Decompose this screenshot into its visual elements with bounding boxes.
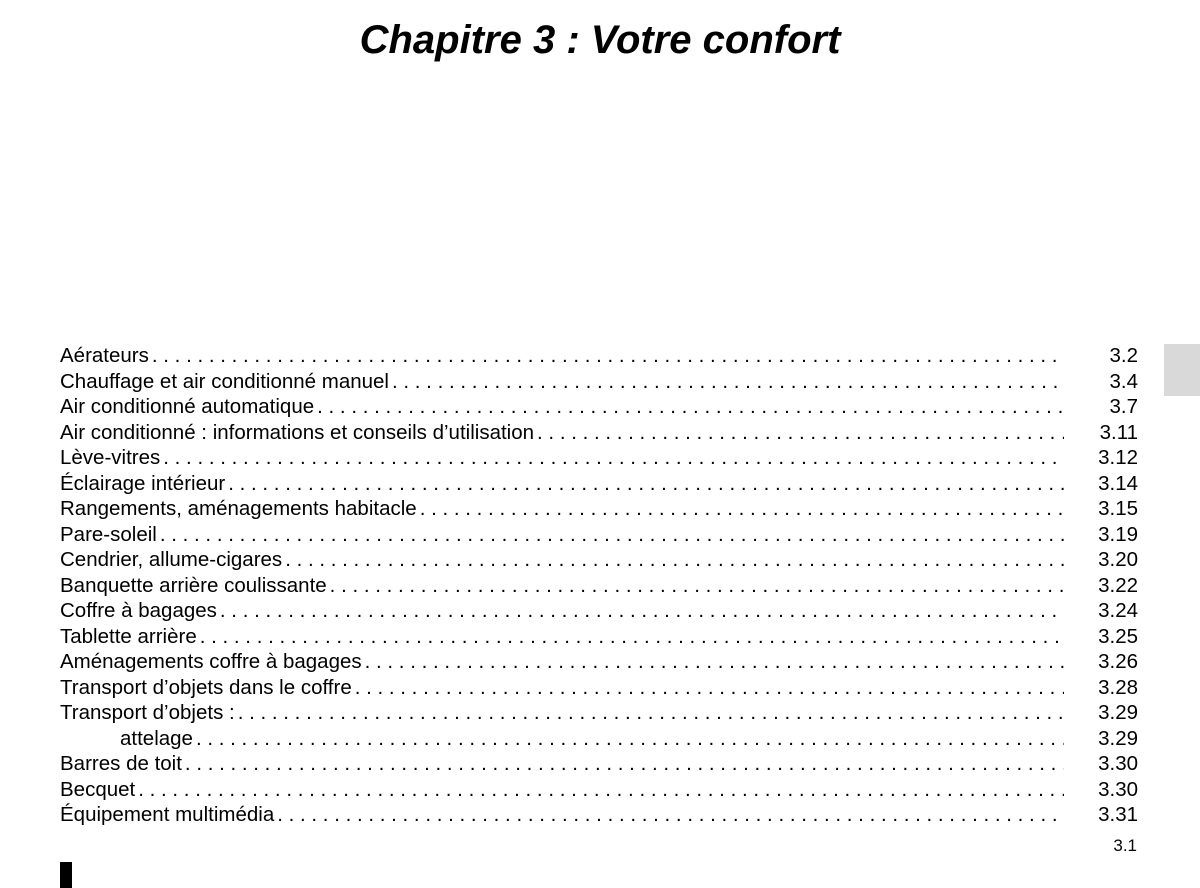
toc-entry-page: 3.30 xyxy=(1098,752,1138,775)
toc-dot-leader xyxy=(149,343,1064,369)
toc-entry-label: Transport d’objets : xyxy=(60,701,235,724)
toc-dot-leader xyxy=(534,420,1064,446)
toc-dot-leader xyxy=(135,777,1064,803)
chapter-title: Chapitre 3 : Votre confort xyxy=(359,18,841,62)
toc-entry-page: 3.30 xyxy=(1098,777,1138,801)
toc-entry-label: Rangements, aménagements habitacle xyxy=(60,497,417,520)
toc-dot-leader xyxy=(417,496,1064,522)
toc-dot-leader xyxy=(160,445,1064,471)
toc-dot-leader xyxy=(182,751,1064,777)
toc-entry-label: Coffre à bagages xyxy=(60,599,217,622)
toc-dot-leader xyxy=(157,522,1064,548)
toc-entry[interactable] xyxy=(60,343,1138,369)
toc-entry-label: Barres de toit xyxy=(60,752,182,775)
print-edge-mark xyxy=(60,862,72,888)
toc-entry[interactable] xyxy=(60,726,1138,752)
toc-entry[interactable] xyxy=(60,573,1138,599)
toc-entry[interactable] xyxy=(60,802,1138,828)
toc-entry-label: Cendrier, allume-cigares xyxy=(60,548,283,571)
toc-entry-label: Pare-soleil xyxy=(60,522,157,546)
toc-entry[interactable] xyxy=(60,777,1138,803)
toc-dot-leader xyxy=(389,369,1064,395)
toc-entry-page: 3.22 xyxy=(1098,573,1138,597)
toc-entry[interactable] xyxy=(60,369,1138,395)
toc-dot-leader xyxy=(217,598,1064,624)
toc-dot-leader xyxy=(225,471,1064,497)
toc-entry[interactable] xyxy=(60,598,1138,624)
toc-entry-label: Banquette arrière coulissante xyxy=(60,573,327,597)
toc-dot-leader xyxy=(235,700,1064,726)
toc-entry-page: 3.2 xyxy=(1109,344,1138,367)
toc-entry-page: 3.26 xyxy=(1098,650,1138,673)
toc-entry[interactable] xyxy=(60,394,1138,420)
toc-entry-page: 3.7 xyxy=(1109,395,1138,418)
toc-dot-leader xyxy=(193,726,1064,752)
toc-entry-label: Air conditionné : informations et conseils d’utilisation xyxy=(60,420,535,444)
toc-entry[interactable] xyxy=(60,522,1138,548)
toc-entry-label: Air conditionné automatique xyxy=(60,395,315,418)
toc-entry-page: 3.29 xyxy=(1098,701,1138,724)
toc-entry-label: Becquet xyxy=(60,777,136,801)
toc-entry-label: Chauffage et air conditionné manuel xyxy=(60,369,389,393)
toc-entry-label: Aménagements coffre à bagages xyxy=(60,650,362,673)
toc-dot-leader xyxy=(197,624,1064,650)
toc-entry-label: Aérateurs xyxy=(60,344,149,367)
toc-entry-page: 3.20 xyxy=(1098,548,1138,571)
toc-entry-label: Transport d’objets dans le coffre xyxy=(60,675,352,699)
toc-entry[interactable] xyxy=(60,496,1138,522)
toc-dot-leader xyxy=(274,802,1064,828)
toc-entry-page: 3.11 xyxy=(1099,420,1138,444)
toc-entry[interactable] xyxy=(60,547,1138,573)
toc-dot-leader xyxy=(327,573,1064,599)
toc-entry-page: 3.28 xyxy=(1098,675,1138,699)
toc-entry-page: 3.14 xyxy=(1098,471,1138,495)
toc-entry[interactable] xyxy=(60,649,1138,675)
toc-entry-page: 3.24 xyxy=(1098,599,1138,622)
toc-entry[interactable] xyxy=(60,420,1138,446)
toc-entry-page: 3.29 xyxy=(1098,726,1138,750)
toc-entry-page: 3.15 xyxy=(1098,497,1138,520)
chapter-tab-marker xyxy=(1164,344,1200,396)
page-number: 3.1 xyxy=(1113,836,1137,855)
toc-dot-leader xyxy=(362,649,1064,675)
toc-entry-label: Tablette arrière xyxy=(60,624,197,648)
toc-entry-page: 3.31 xyxy=(1098,803,1138,826)
toc-entry-page: 3.12 xyxy=(1098,446,1138,469)
toc-dot-leader xyxy=(352,675,1064,701)
toc-entry-label: Équipement multimédia xyxy=(60,803,275,826)
toc-entry-label: attelage xyxy=(120,726,193,750)
toc-dot-leader xyxy=(282,547,1064,573)
toc-entry-label: Lève-vitres xyxy=(60,446,161,469)
toc-entry-label: Éclairage intérieur xyxy=(60,471,226,495)
toc-entry[interactable] xyxy=(60,700,1138,726)
toc-entry[interactable] xyxy=(60,445,1138,471)
toc-entry[interactable] xyxy=(60,624,1138,650)
toc-entry[interactable] xyxy=(60,471,1138,497)
toc-dot-leader xyxy=(314,394,1064,420)
toc-entry-page: 3.4 xyxy=(1109,369,1138,393)
toc-entry[interactable] xyxy=(60,675,1138,701)
table-of-contents xyxy=(60,343,1138,828)
toc-entry-page: 3.19 xyxy=(1098,522,1138,546)
toc-entry[interactable] xyxy=(60,751,1138,777)
toc-entry-page: 3.25 xyxy=(1098,624,1138,648)
